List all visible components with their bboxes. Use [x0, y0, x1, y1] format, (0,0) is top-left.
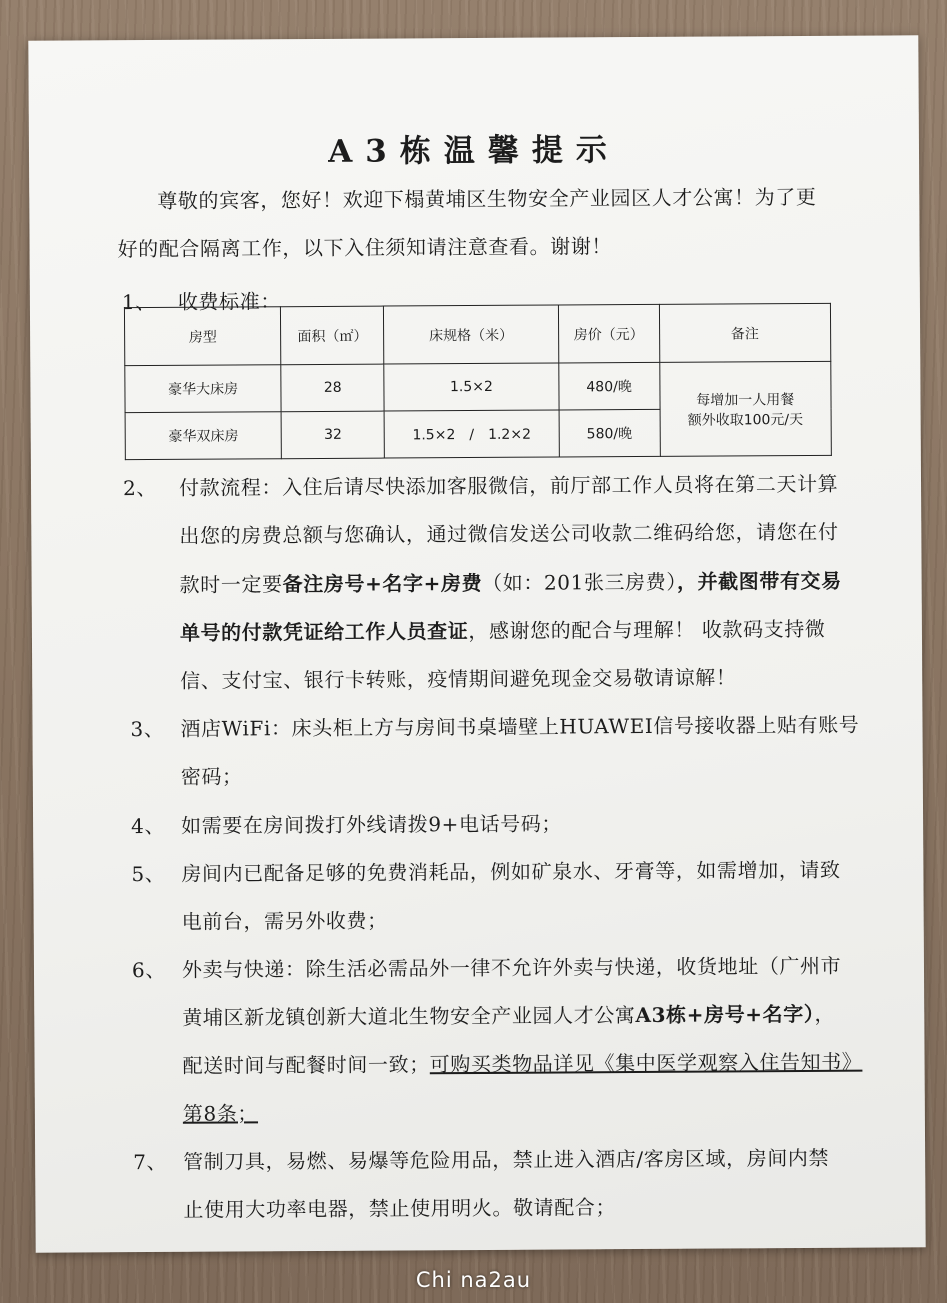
- text: ，: [814, 1001, 836, 1026]
- item-number: 4、: [131, 813, 166, 839]
- table-cell: 1.5×2: [384, 363, 559, 411]
- item-number: 5、: [131, 861, 166, 887]
- emphasis-text: 备注房号+名字+房费: [282, 570, 483, 597]
- table-note-cell: [659, 361, 831, 456]
- table-cell: 480/晚: [559, 362, 660, 410]
- notice-paper: [28, 35, 925, 1252]
- table-header-cell: 房型: [124, 307, 281, 366]
- text: （如：201张三房费）: [482, 569, 677, 595]
- item-number: 6、: [131, 957, 166, 983]
- text: 配送时间与配餐时间一致；: [182, 1052, 430, 1078]
- table-header-cell: 备注: [659, 303, 831, 362]
- item6-line-1: 外卖与快递：除生活必需品外一律不允许外卖与快递，收货地址（广州市: [181, 953, 842, 982]
- item5-line-2: 电前台，需另外收费；: [181, 908, 388, 934]
- text: 款时一定要: [179, 572, 283, 597]
- emphasis-text: A3栋+房号+名字）: [635, 1001, 815, 1028]
- item-number: 3、: [130, 716, 165, 742]
- table-header-row: [124, 303, 830, 365]
- item2-line-4: [180, 613, 826, 646]
- item6-line-2: [182, 998, 835, 1031]
- item3-line-1: 酒店WiFi：床头柜上方与房间书桌墙壁上HUAWEI信号接收器上贴有账号: [180, 712, 860, 741]
- item6-line-4: 第8条；: [182, 1101, 259, 1126]
- text: 黄埔区新龙镇创新大道北生物安全产业园人才公寓: [182, 1003, 636, 1030]
- underlined-text: 可购买类物品详见《集中医学观察入住告知书》: [429, 1049, 863, 1077]
- note-line: 每增加一人用餐: [696, 391, 795, 409]
- table-cell: 豪华大床房: [125, 365, 282, 413]
- item-number: 1、: [121, 289, 156, 315]
- item5-line-1: 房间内已配备足够的免费消耗品，例如矿泉水、牙膏等，如需增加，请致: [181, 857, 841, 886]
- table-header-cell: 房价（元）: [558, 304, 659, 363]
- table-cell: 32: [281, 411, 384, 459]
- item2-line-1: 付款流程：入住后请尽快添加客服微信，前厅部工作人员将在第二天计算: [178, 471, 839, 500]
- fee-standard-heading: 收费标准：: [177, 289, 281, 314]
- item-number: 7、: [133, 1149, 168, 1175]
- table-cell: 1.5×2 / 1.2×2: [384, 410, 559, 458]
- item3-line-2: 密码；: [180, 764, 243, 789]
- item2-line-5: 信、支付宝、银行卡转账，疫情期间避免现金交易敬请谅解！: [180, 665, 737, 693]
- table-header-cell: 面积（㎡）: [281, 306, 384, 365]
- notice-title: A3栋温馨提示: [328, 132, 620, 170]
- item2-line-3: [180, 565, 842, 598]
- item2-line-2: 出您的房费总额与您确认，通过微信发送公司收款二维码给您，请您在付: [179, 519, 839, 548]
- emphasis-text: 单号的付款凭证给工作人员查证: [179, 619, 469, 645]
- watermark-text: Chi na2au: [415, 1268, 532, 1292]
- intro-line-2: 好的配合隔离工作，以下入住须知请注意查看。谢谢！: [117, 234, 613, 262]
- note-line: 额外收取100元/天: [687, 411, 804, 429]
- item7-line-2: 止使用大功率电器，禁止使用明火。敬请配合；: [183, 1195, 617, 1222]
- item4-line-1: 如需要在房间拨打外线请拨9+电话号码；: [181, 811, 563, 838]
- table-cell: 580/晚: [559, 409, 660, 457]
- intro-line-1: 尊敬的宾客，您好！欢迎下榻黄埔区生物安全产业园区人才公寓！为了更: [157, 184, 817, 213]
- table-header-cell: 床规格（米）: [384, 305, 559, 364]
- item-number: 2、: [122, 475, 158, 501]
- item7-line-1: 管制刀具，易燃、易爆等危险用品，禁止进入酒店/客房区域，房间内禁: [183, 1145, 830, 1174]
- table-row: [125, 361, 831, 412]
- item6-line-3: [182, 1046, 862, 1079]
- table-cell: 豪华双床房: [125, 412, 282, 460]
- emphasis-text: ，并截图带有交易: [676, 568, 842, 594]
- fee-table: [124, 303, 832, 460]
- text: ，感谢您的配合与理解！ 收款码支持微: [468, 616, 826, 644]
- table-cell: 28: [281, 364, 384, 412]
